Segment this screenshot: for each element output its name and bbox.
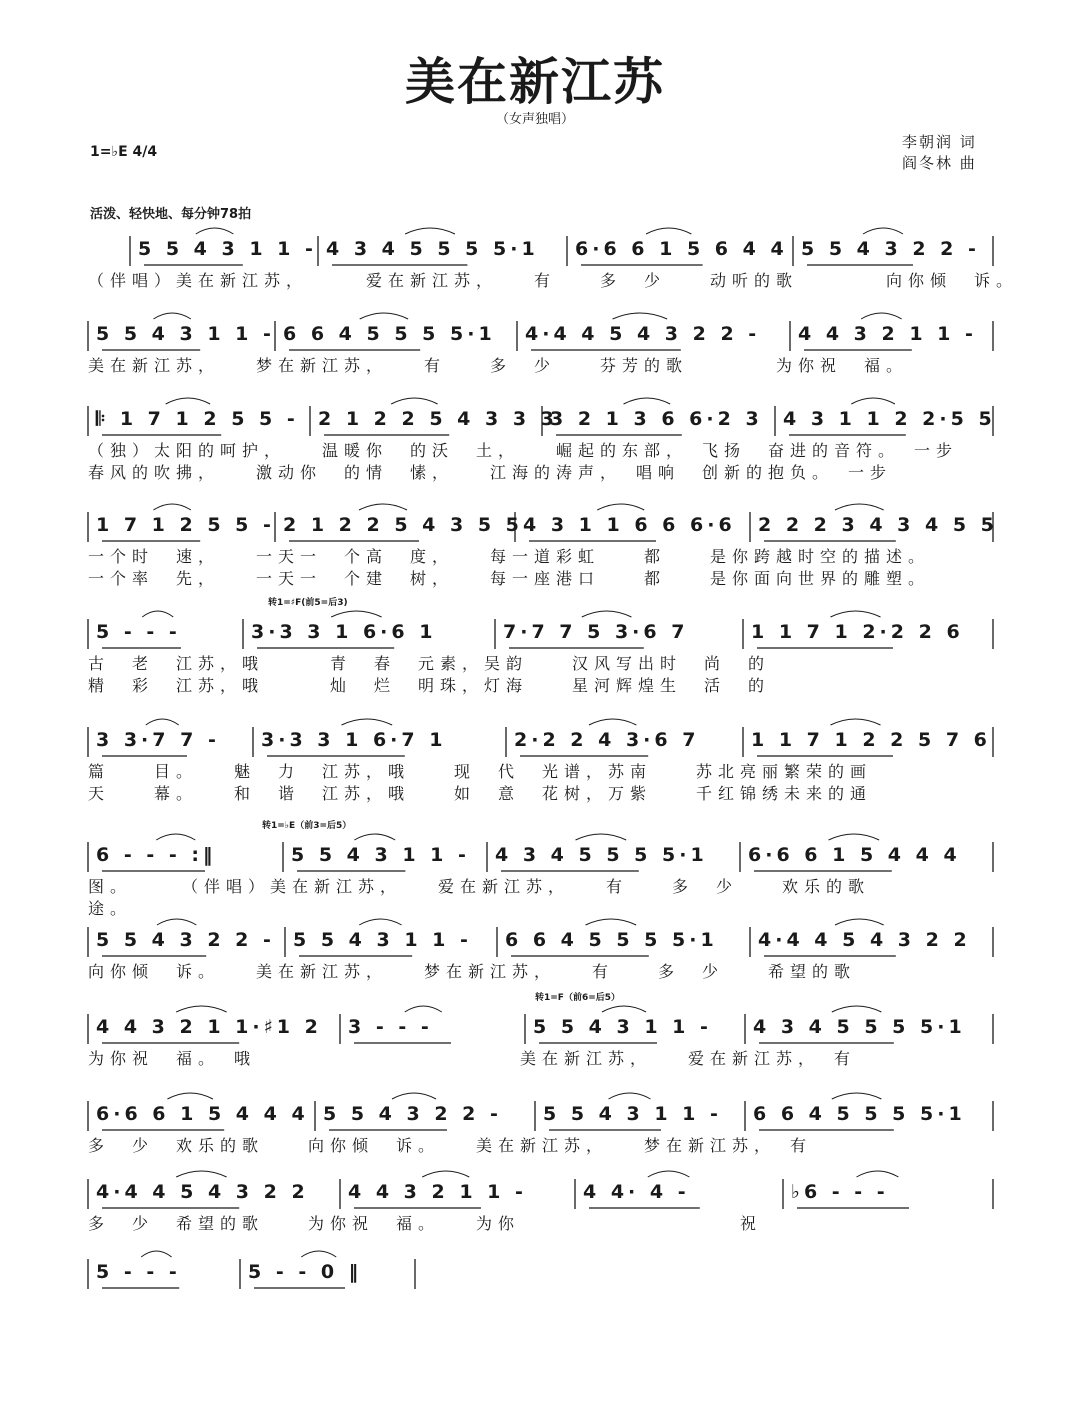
measure-notes: 2 2 2 3 4 3 4 5 5 bbox=[758, 514, 998, 536]
measure-notes: 4 3 4 5 5 5 5·1 bbox=[495, 844, 708, 866]
slur-mark bbox=[646, 228, 691, 234]
measure-notes: 𝄆 1 7 1 2 5 5 - bbox=[96, 408, 299, 430]
lyric-line: （伴唱）美在新江苏， 爱在新江苏， 有 多 少 动听的歌 向你倾 诉。 bbox=[88, 271, 1019, 290]
measure-notes: 3 - - - bbox=[348, 1016, 433, 1038]
measure-notes: 5 5 4 3 1 1 - bbox=[96, 323, 275, 345]
measure-notes: 4 4 3 2 1 1 - bbox=[798, 323, 977, 345]
modulation-marking: 转1=F（前6=后5） bbox=[535, 993, 621, 1003]
measure-notes: 5 5 4 3 1 1 - bbox=[533, 1016, 712, 1038]
measure-notes: 4 4· 4 - bbox=[583, 1181, 690, 1203]
measure-notes: 4·4 4 5 4 3 2 2 bbox=[758, 929, 971, 951]
measure-notes: 4 4 3 2 1 1·♯1 2 bbox=[96, 1016, 322, 1038]
measure-notes: 5 5 4 3 1 1 - bbox=[291, 844, 470, 866]
measure-notes: 6 6 4 5 5 5 5·1 bbox=[753, 1103, 966, 1125]
slur-mark bbox=[405, 228, 455, 234]
measure-notes: 5 5 4 3 1 1 - bbox=[138, 238, 317, 260]
measure-notes: 5 5 4 3 1 1 - bbox=[543, 1103, 722, 1125]
measure-notes: 4 3 4 5 5 5 5·1 bbox=[326, 238, 539, 260]
lyric-line: 多 少 希望的歌 为你祝 福。 为你 祝 bbox=[88, 1214, 763, 1233]
lyric-line: 向你倾 诉。 美在新江苏， 梦在新江苏， 有 多 少 希望的歌 bbox=[88, 962, 857, 981]
measure-notes: 4 4 3 2 1 1 - bbox=[348, 1181, 527, 1203]
measure-notes: 5 5 4 3 2 2 - bbox=[323, 1103, 502, 1125]
measure-notes: 3 2 1 3 6 6·2 3 bbox=[550, 408, 763, 430]
measure-notes: 5 - - 0 ‖ bbox=[248, 1261, 363, 1283]
key-signature: 1=♭E 4/4 bbox=[90, 144, 158, 160]
measure-notes: 4 3 1 1 2 2·5 5 bbox=[783, 408, 996, 430]
measure-notes: 5 5 4 3 1 1 - bbox=[293, 929, 472, 951]
slur-mark bbox=[863, 228, 903, 234]
lyric-line: 篇 目。 魅 力 江苏，哦 现 代 光谱，苏南 苏北亮丽繁荣的画 bbox=[88, 762, 873, 781]
lyric-line: 多 少 欢乐的歌 向你倾 诉。 美在新江苏， 梦在新江苏， 有 bbox=[88, 1136, 813, 1155]
lyric-line: 一个率 先， 一天一 个建 树， 每一座港口 都 是你面向世界的雕塑。 bbox=[88, 569, 931, 588]
measure-notes: 2 1 2 2 5 4 3 5 5 bbox=[283, 514, 523, 536]
modulation-marking: 转1=♯F(前5=后3) bbox=[268, 598, 348, 608]
measure-notes: 4 3 4 5 5 5 5·1 bbox=[753, 1016, 966, 1038]
measure-notes: 6·6 6 1 5 4 4 4 bbox=[748, 844, 961, 866]
measure-notes: 1 7 1 2 5 5 - bbox=[96, 514, 275, 536]
lyric-line: 古 老 江苏，哦 青 春 元素，吴韵 汉风写出时 尚 的 bbox=[88, 654, 771, 673]
lyric-line: 图。 （伴唱）美在新江苏， 爱在新江苏， 有 多 少 欢乐的歌 bbox=[88, 877, 871, 896]
measure-notes: 5 5 4 3 2 2 - bbox=[96, 929, 275, 951]
slur-mark bbox=[196, 228, 234, 234]
tempo-marking: 活泼、轻快地、每分钟78拍 bbox=[90, 207, 252, 222]
measure-notes: 4·4 4 5 4 3 2 2 bbox=[96, 1181, 309, 1203]
composer-credit: 阎冬林 曲 bbox=[902, 154, 977, 172]
lyric-line: 精 彩 江苏，哦 灿 烂 明珠，灯海 星河辉煌生 活 的 bbox=[88, 676, 771, 695]
measure-notes: 3·3 3 1 6·7 1 bbox=[261, 729, 447, 751]
measure-notes: 4·4 4 5 4 3 2 2 - bbox=[525, 323, 761, 345]
measure-notes: 5 - - - bbox=[96, 1261, 181, 1283]
lyric-line: 一个时 速， 一天一 个高 度， 每一道彩虹 都 是你跨越时空的描述。 bbox=[88, 547, 931, 566]
lyric-line: 春风的吹拂， 激动你 的情 愫， 江海的涛声， 唱响 创新的抱负。 一步 bbox=[88, 463, 893, 482]
measure-notes: 2 1 2 2 5 4 3 3 3 bbox=[318, 408, 558, 430]
measure-notes: 6·6 6 1 5 6 4 4 bbox=[575, 238, 788, 260]
song-subtitle: （女声独唱） bbox=[495, 112, 574, 127]
measure-notes: ♭6 - - - bbox=[791, 1181, 889, 1203]
lyric-line: 天 幕。 和 谐 江苏，哦 如 意 花树，万紫 千红锦绣未来的通 bbox=[88, 784, 873, 803]
lyric-line: （独）太阳的呵护， 温暖你 的沃 土， 崛起的东部， 飞扬 奋进的音符。 一步 bbox=[88, 441, 959, 460]
measure-notes: 4 3 1 1 6 6 6·6 bbox=[523, 514, 736, 536]
measure-notes: 6·6 6 1 5 4 4 4 bbox=[96, 1103, 309, 1125]
lyricist-credit: 李朝润 词 bbox=[902, 133, 977, 151]
song-title: 美在新江苏 bbox=[405, 53, 665, 111]
measure-notes: 2·2 2 4 3·6 7 bbox=[514, 729, 700, 751]
measure-notes: 3·3 3 1 6·6 1 bbox=[251, 621, 437, 643]
measure-notes: 1 1 7 1 2 2 5 7 6 bbox=[751, 729, 991, 751]
lyric-line: 为你祝 福。 哦 美在新江苏， 爱在新江苏， 有 bbox=[88, 1049, 857, 1068]
lyric-line: 途。 bbox=[88, 899, 133, 918]
measure-notes: 6 - - - :‖ bbox=[96, 844, 217, 866]
measure-notes: 3 3·7 7 - bbox=[96, 729, 220, 751]
measure-notes: 5 - - - bbox=[96, 621, 181, 643]
lyric-line: 美在新江苏， 梦在新江苏， 有 多 少 芬芳的歌 为你祝 福。 bbox=[88, 356, 909, 375]
measure-notes: 6 6 4 5 5 5 5·1 bbox=[283, 323, 496, 345]
modulation-marking: 转1=♭E（前3=后5） bbox=[262, 821, 352, 831]
measure-notes: 1 1 7 1 2·2 2 6 bbox=[751, 621, 964, 643]
measure-notes: 7·7 7 5 3·6 7 bbox=[503, 621, 689, 643]
measure-notes: 6 6 4 5 5 5 5·1 bbox=[505, 929, 718, 951]
measure-notes: 5 5 4 3 2 2 - bbox=[801, 238, 980, 260]
